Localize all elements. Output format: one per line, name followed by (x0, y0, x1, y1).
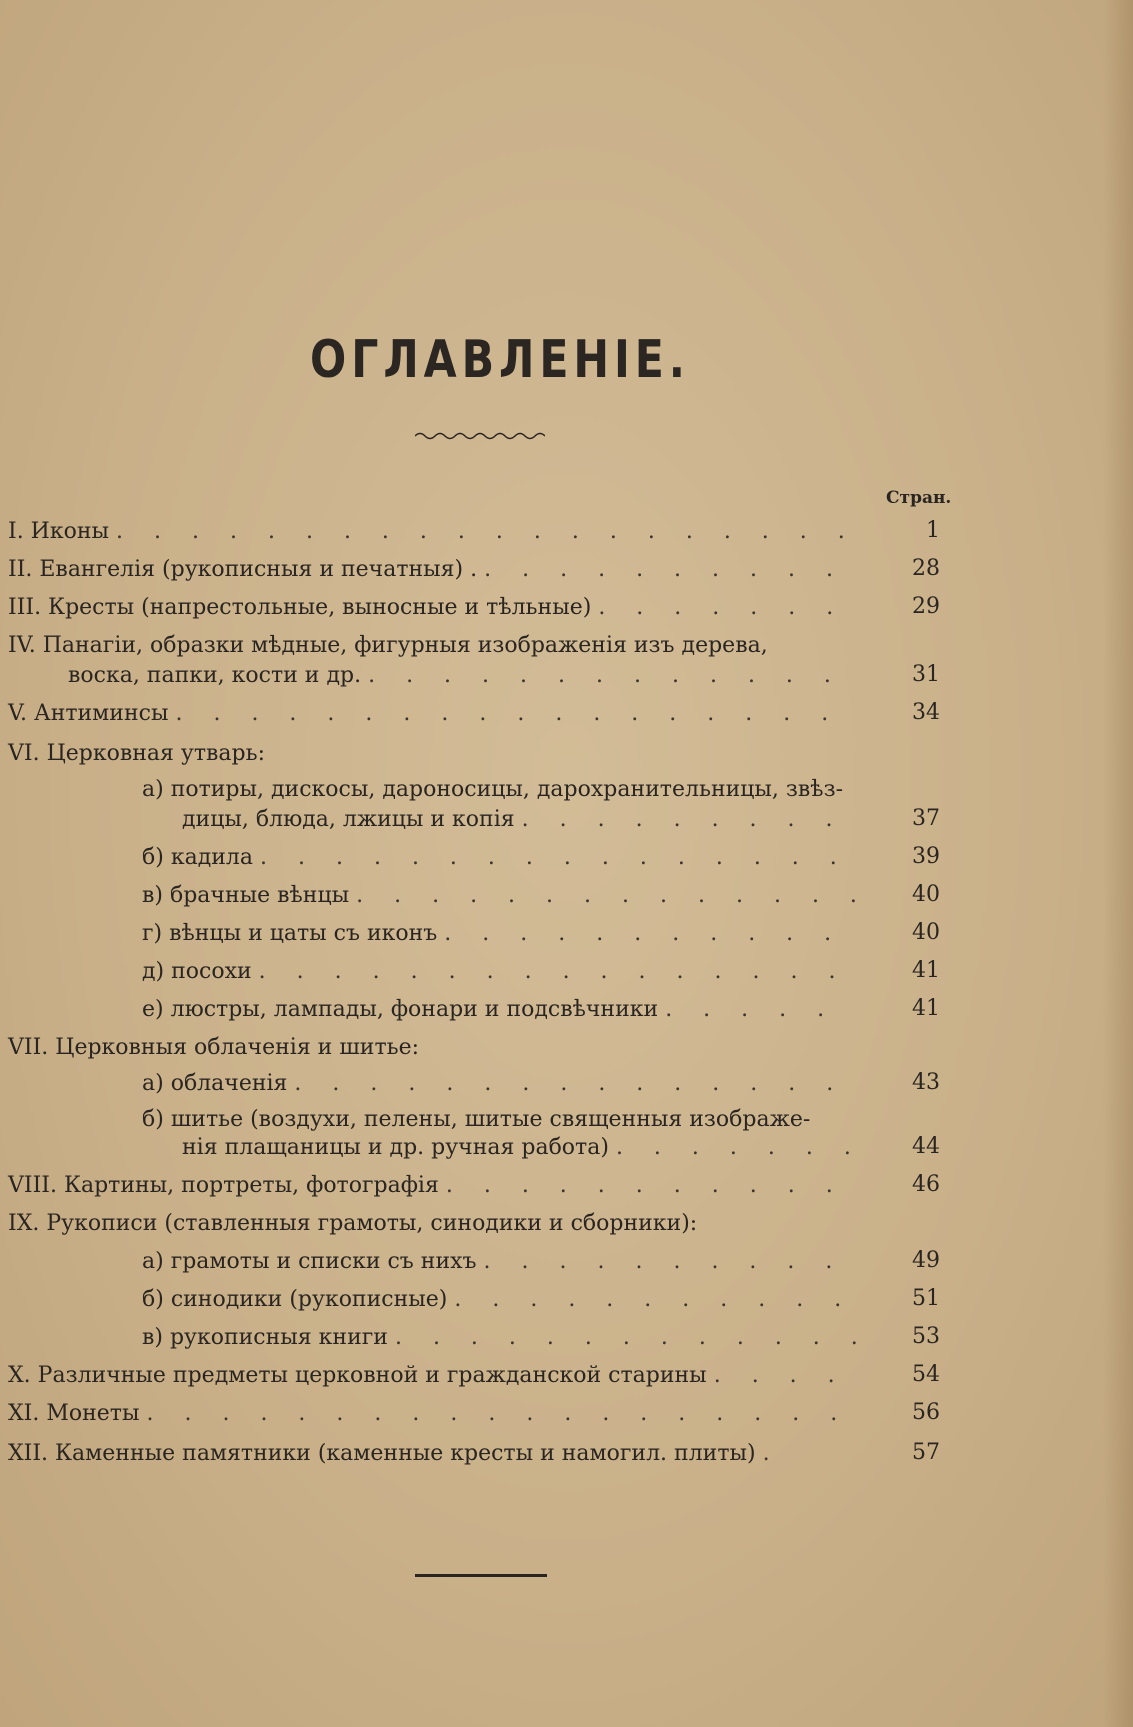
toc-page-number: 49 (912, 1248, 940, 1273)
toc-entry (8, 1172, 845, 1200)
leader-dots: . . . . . . . . . . . . . . (356, 883, 869, 908)
toc-entry (142, 996, 836, 1024)
toc-page-number: 31 (912, 662, 940, 687)
leader-dots: . . . . . . . . . . (484, 557, 845, 582)
leader-dots: . . . . . . . . . . . (444, 921, 844, 946)
leader-dots: . . . . . . . . . . (483, 1249, 845, 1274)
toc-page-number: 40 (912, 882, 940, 907)
toc-page-number: 56 (912, 1400, 940, 1425)
toc-entry-label: е) люстры, лампады, фонари и подсвѣчники (142, 997, 659, 1022)
toc-entry-label: I. Иконы (8, 519, 110, 544)
toc-entry-label: VII. Церковныя облаченія и шитье: (8, 1035, 420, 1060)
toc-entry (8, 740, 265, 768)
toc-entry (68, 662, 843, 690)
toc-page-number: 54 (912, 1362, 940, 1387)
leader-dots: . . . . . . . . . . . . . (368, 663, 843, 688)
leader-dots: . . . . . (665, 997, 837, 1022)
toc-page-number: 1 (926, 518, 940, 543)
leader-dots: . . . . . . . . . . . . . . . . (260, 845, 849, 870)
toc-page-number: 41 (912, 996, 940, 1021)
toc-entry (8, 1440, 782, 1468)
toc-page-number: 29 (912, 594, 940, 619)
toc-entry (8, 1400, 849, 1428)
leader-dots: . . . . . . . (615, 1135, 863, 1160)
toc-entry (8, 1210, 697, 1238)
toc-entry-label: XII. Каменные памятники (каменные кресты и намогил. плиты) (8, 1441, 756, 1466)
toc-entry (8, 518, 857, 546)
toc-page-number: 43 (912, 1070, 940, 1095)
toc-entry-label: в) брачные вѣнцы (142, 883, 350, 908)
toc-entry (142, 1248, 844, 1276)
toc-entry (8, 556, 845, 584)
page-title: ОГЛАВЛЕНІЕ. (310, 330, 690, 390)
leader-dots: . . . . . . . . . . . . . . . . . . (175, 701, 841, 726)
toc-entry-label: IX. Рукописи (ставленныя грамоты, синодики и сборники): (8, 1211, 698, 1236)
toc-page-number: 57 (912, 1440, 940, 1465)
toc-entry (8, 1362, 847, 1390)
toc-entry (142, 1286, 853, 1314)
toc-entry-label: воска, папки, кости и др. (68, 663, 362, 688)
toc-entry (142, 1070, 845, 1098)
page-edge-shadow (1103, 0, 1133, 1727)
toc-entry (182, 806, 845, 834)
toc-entry-label: III. Кресты (напрестольные, выносные и тѣльные) (8, 595, 592, 620)
toc-entry-label: в) рукописныя книги (142, 1325, 388, 1350)
toc-entry-label: д) посохи (142, 959, 252, 984)
toc-page-number: 37 (912, 806, 940, 831)
toc-entry-label: б) кадила (142, 845, 253, 870)
toc-entry-label: VIII. Картины, портреты, фотографія (8, 1173, 439, 1198)
toc-entry-label: нія плащаницы и др. ручная работа) (182, 1135, 609, 1160)
toc-entry (8, 700, 840, 728)
toc-entry (142, 844, 849, 872)
toc-entry (142, 776, 843, 804)
leader-dots: . . . . . . . . . . . (454, 1287, 854, 1312)
toc-entry (142, 1324, 870, 1352)
title-ornament (415, 430, 545, 442)
leader-dots: . . . . (713, 1363, 847, 1388)
toc-entry-label: а) грамоты и списки съ нихъ (142, 1249, 477, 1274)
toc-entry-label: б) синодики (рукописные) (142, 1287, 448, 1312)
toc-page-number: 39 (912, 844, 940, 869)
toc-entry (142, 1106, 810, 1134)
toc-entry (182, 1134, 863, 1162)
toc-page-number: 44 (912, 1134, 940, 1159)
toc-entry-label: XI. Монеты (8, 1401, 140, 1426)
leader-dots: . . . . . . . (598, 595, 846, 620)
toc-entry-label: а) потиры, дискосы, дароносицы, дарохранительницы, звѣз- (142, 777, 844, 802)
toc-page-number: 51 (912, 1286, 940, 1311)
toc-entry-label: г) вѣнцы и цаты съ иконъ (142, 921, 438, 946)
leader-dots: . . . . . . . . . . . . . . . . . . . . (116, 519, 857, 544)
toc-page-number: 40 (912, 920, 940, 945)
closing-rule (415, 1574, 547, 1577)
toc-page-number: 46 (912, 1172, 940, 1197)
toc-entry (142, 882, 869, 910)
toc-entry (8, 594, 845, 622)
toc-entry-label: VI. Церковная утварь: (8, 741, 265, 766)
toc-entry-label: б) шитье (воздухи, пелены, шитые священныя изображе- (142, 1107, 811, 1132)
toc-entry-label: IV. Панагіи, образки мѣдные, фигурныя изображенія изъ дерева, (8, 633, 768, 658)
toc-entry-label: X. Различные предметы церковной и гражданской старины (8, 1363, 707, 1388)
leader-dots: . . . . . . . . . . . . . . . . (258, 959, 848, 984)
toc-entry-label: дицы, блюда, лжицы и копія (182, 807, 515, 832)
toc-entry (142, 958, 847, 986)
toc-page-number: 41 (912, 958, 940, 983)
leader-dots: . . . . . . . . . . . . . . . (294, 1071, 846, 1096)
leader-dots: . (762, 1441, 782, 1466)
leader-dots: . . . . . . . . . (521, 807, 845, 832)
toc-entry-label: V. Антиминсы (8, 701, 169, 726)
leader-dots: . . . . . . . . . . . . . (394, 1325, 870, 1350)
toc-page-number: 28 (912, 556, 940, 581)
toc-entry (8, 1034, 419, 1062)
toc-entry-label: а) облаченія (142, 1071, 288, 1096)
toc-entry (142, 920, 843, 948)
toc-page-number: 53 (912, 1324, 940, 1349)
toc-entry (8, 632, 768, 660)
leader-dots: . . . . . . . . . . . . . . . . . . . (146, 1401, 850, 1426)
page-column-header: Стран. (886, 488, 952, 508)
leader-dots: . . . . . . . . . . . (445, 1173, 845, 1198)
toc-page-number: 34 (912, 700, 940, 725)
toc-entry-label: II. Евангелія (рукописныя и печатныя) . (8, 557, 478, 582)
